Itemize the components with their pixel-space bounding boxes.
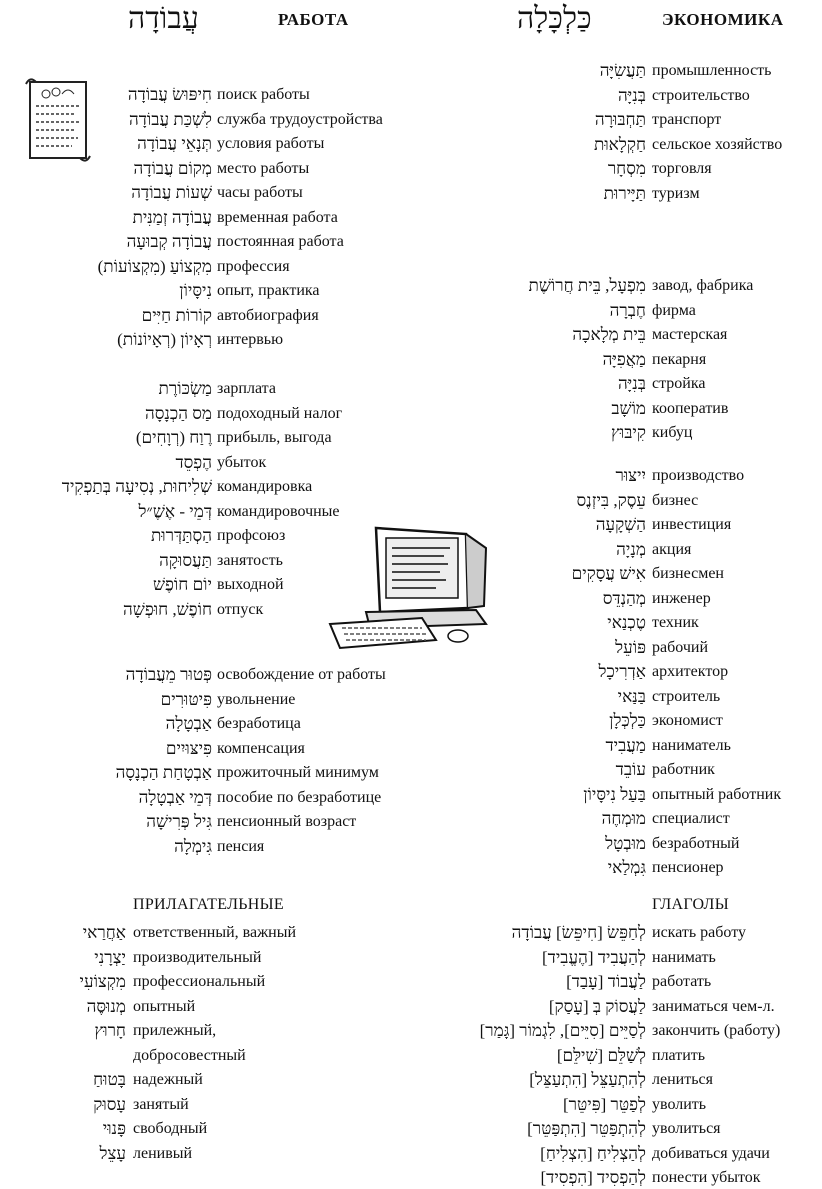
work-term-row	[0, 713, 420, 735]
verb-row-russian: платить	[652, 1046, 706, 1064]
adjective-row-russian: производительный	[133, 948, 262, 966]
work-term-row-russian: командировка	[217, 478, 313, 495]
work-term-row-russian: интервью	[217, 331, 284, 348]
adjective-row	[0, 971, 420, 993]
adjective-row-russian: профессиональный	[133, 973, 266, 990]
economy-term-row-russian: работник	[652, 761, 715, 778]
adjective-row-russian: свободный	[133, 1120, 208, 1137]
economy-term-row-hebrew: תַּחְבּוּרָה	[594, 110, 646, 129]
economy-term-row-russian: бизнес	[652, 491, 699, 509]
verb-row-russian: добиваться удачи	[652, 1144, 770, 1162]
economy-term-row-russian: транспорт	[652, 111, 722, 128]
work-term-row-russian: временная работа	[217, 208, 338, 226]
work-term-row-russian: опыт, практика	[217, 282, 320, 299]
economy-term-row-hebrew: כַּלְכְּלָן	[609, 711, 646, 730]
work-term-row	[0, 158, 420, 180]
economy-term-row-hebrew: מְהַנְדֵּס	[602, 588, 646, 608]
verb-row	[420, 971, 822, 993]
economy-term-row	[420, 784, 822, 806]
work-term-row-hebrew: פְּטוּר מֵעֲבוֹדָה	[125, 665, 212, 684]
economy-term-row-russian: фирма	[652, 301, 696, 319]
work-term-row-hebrew: פִּיטּוּרִים	[160, 689, 212, 709]
economy-term-row-hebrew: בְּנִיָּה	[618, 374, 646, 393]
adjective-row	[0, 1020, 420, 1042]
work-term-row-hebrew: עֲבוֹדָה קְבוּעָה	[126, 232, 212, 251]
economy-term-row-russian: бизнесмен	[652, 565, 724, 582]
verb-row-russian: лениться	[652, 1071, 713, 1088]
adjective-row-hebrew: עָצֵל	[99, 1143, 126, 1163]
adjective-row-russian: добросовестный	[133, 1046, 246, 1064]
work-term-row-hebrew: חִיפּוּשׂ עֲבוֹדָה	[127, 85, 212, 104]
verb-row-russian: уволиться	[652, 1120, 721, 1137]
work-term-row	[0, 525, 420, 547]
adjective-row	[0, 1069, 420, 1091]
adjective-row-russian: прилежный,	[133, 1022, 217, 1039]
adjective-row-hebrew: מִקְצוֹעִי	[79, 972, 126, 991]
work-term-row	[0, 378, 420, 400]
work-term-row-hebrew: דְּמֵי - אֶשֶׁ״ל	[138, 501, 212, 521]
work-term-row	[0, 256, 420, 278]
work-term-row-russian: условия работы	[217, 135, 325, 152]
economy-term-row-hebrew: מַעֲבִיד	[605, 735, 646, 755]
verb-row-russian: нанимать	[652, 948, 716, 966]
adjective-row-hebrew: בָּטוּחַ	[93, 1070, 126, 1089]
verb-row	[420, 922, 822, 944]
economy-term-row-hebrew: יִיצּוּר	[615, 466, 646, 485]
work-term-row-russian: постоянная работа	[217, 233, 344, 250]
adjective-row-hebrew: פָּנוּי	[102, 1119, 126, 1138]
economy-term-row	[420, 490, 822, 512]
economy-term-row-russian: строительство	[652, 86, 750, 104]
economy-term-row	[420, 158, 822, 180]
economy-term-row	[420, 637, 822, 659]
economy-title-russian: ЭКОНОМИКА	[662, 10, 784, 29]
economy-term-row-russian: безработный	[652, 834, 740, 852]
economy-term-row	[420, 735, 822, 757]
economy-term-row	[420, 686, 822, 708]
economy-term-row-hebrew: מוּמְחֶה	[601, 809, 646, 828]
verb-row-hebrew: לַעֲסוֹק בְּ [עָסַק]	[548, 996, 646, 1016]
economy-term-row	[420, 349, 822, 371]
economy-term-row-hebrew: טֶכְנַאי	[607, 613, 646, 632]
economy-term-row-russian: стройка	[652, 375, 706, 392]
work-term-row	[0, 182, 420, 204]
verb-row-hebrew: לְשַׁלֵּם [שִׁילֵּם]	[556, 1045, 646, 1065]
work-term-row	[0, 403, 420, 425]
work-term-row-russian: поиск работы	[217, 86, 310, 103]
economy-term-row-hebrew: גִּמְלַאי	[607, 858, 646, 877]
adjective-row	[0, 922, 420, 944]
work-term-row-russian: освобождение от работы	[217, 666, 386, 683]
work-term-row	[0, 427, 420, 449]
verb-row	[420, 1094, 822, 1116]
economy-term-row-hebrew: מִפְעָל, בֵּית חֲרוֹשֶׁת	[528, 276, 646, 295]
economy-term-row-russian: архитектор	[652, 663, 729, 680]
adjective-row	[0, 996, 420, 1018]
economy-term-row-hebrew: חֶבְרָה	[609, 300, 646, 320]
work-term-row	[0, 305, 420, 327]
economy-term-row	[420, 661, 822, 683]
work-term-row-hebrew: תְּנָאֵי עֲבוֹדָה	[137, 134, 212, 153]
work-term-row-russian: профессия	[217, 257, 290, 275]
economy-term-row-russian: производство	[652, 467, 745, 484]
economy-term-row-russian: специалист	[652, 810, 730, 827]
work-term-row	[0, 452, 420, 474]
work-term-row	[0, 689, 420, 711]
verb-row-hebrew: לְהַפְסִיד [הִפְסִיד]	[540, 1168, 646, 1187]
adjective-row-hebrew: חָרוּץ	[94, 1021, 126, 1040]
work-term-row-hebrew: קוֹרוֹת חַיִּים	[141, 305, 212, 325]
verb-row-russian: понести убыток	[652, 1169, 761, 1186]
verb-row-russian: работать	[652, 973, 712, 990]
economy-term-row-hebrew: עֵסֶק, בִּיזְנֶס	[576, 490, 646, 510]
adjective-row	[0, 1094, 420, 1116]
economy-term-row-hebrew: אִישׁ עֲסָקִים	[571, 564, 646, 583]
economy-term-row	[420, 60, 822, 82]
economy-term-row-hebrew: בַּנַּאי	[617, 686, 646, 706]
work-term-row-hebrew: רֶוַח (רְוָחִים)	[135, 428, 212, 447]
economy-term-row-russian: рабочий	[652, 638, 708, 656]
economy-term-row-russian: акция	[652, 540, 692, 558]
work-term-row	[0, 84, 420, 106]
verb-row-hebrew: לְהַעֲבִיד [הֶעֱבִיד]	[542, 947, 646, 967]
economy-term-row-russian: мастерская	[652, 326, 728, 343]
economy-term-row-hebrew: אַדְרִיכָל	[598, 662, 646, 681]
economy-term-row-hebrew: פּוֹעֵל	[615, 637, 646, 657]
work-term-row	[0, 762, 420, 784]
work-term-row-russian: компенсация	[217, 739, 305, 757]
work-term-row	[0, 501, 420, 523]
work-term-row-russian: зарплата	[217, 380, 276, 397]
economy-term-row-russian: наниматель	[652, 736, 731, 754]
economy-term-row-russian: промышленность	[652, 62, 772, 79]
economy-term-row	[420, 275, 822, 297]
work-term-row-hebrew: גִּימְלָה	[174, 836, 212, 856]
economy-term-row	[420, 134, 822, 156]
economy-term-row	[420, 710, 822, 732]
adjective-row-russian: занятый	[133, 1095, 189, 1113]
adjective-row	[0, 1045, 420, 1067]
economy-term-row-hebrew: מוֹשָׁב	[611, 398, 646, 418]
verb-row-hebrew: לַעֲבוֹד [עָבַד]	[566, 972, 646, 991]
work-term-row-russian: отпуск	[217, 600, 264, 618]
work-term-row	[0, 599, 420, 621]
work-term-row-russian: безработица	[217, 715, 301, 732]
work-term-row-russian: часы работы	[217, 184, 303, 201]
economy-term-row-russian: инженер	[652, 589, 711, 607]
work-title-russian: РАБОТА	[278, 10, 349, 29]
work-term-row-hebrew: לִשְׁכַּת עֲבוֹדָה	[128, 109, 212, 129]
verb-row-hebrew: לְסַיֵּים [סִיֵּים], לִגְמוֹר [גָּמַר]	[479, 1021, 646, 1040]
economy-term-row-hebrew: תַּעֲשִׂיָּה	[599, 61, 646, 80]
economy-term-row	[420, 465, 822, 487]
work-term-row	[0, 836, 420, 858]
economy-term-row-hebrew: מִסְחָר	[607, 159, 646, 178]
economy-term-row	[420, 183, 822, 205]
economy-term-row-russian: техник	[652, 614, 699, 631]
economy-term-row-hebrew: מַאֲפִיָּה	[602, 349, 646, 369]
verb-row	[420, 996, 822, 1018]
economy-term-row-hebrew: תַּיָּירוּת	[603, 183, 646, 203]
work-term-row-hebrew: חוֹפֶשׁ, חוּפְשָׁה	[123, 599, 212, 619]
adjective-row-hebrew: עָסוּק	[93, 1094, 126, 1114]
work-term-row-russian: прожиточный минимум	[217, 764, 379, 781]
work-term-row-russian: служба трудоустройства	[217, 110, 383, 128]
economy-term-row-hebrew: מְנָיָה	[616, 539, 646, 559]
work-term-row-russian: убыток	[217, 453, 267, 471]
economy-term-row-russian: завод, фабрика	[652, 277, 754, 294]
economy-term-row-russian: инвестиция	[652, 516, 732, 533]
economy-term-row-hebrew: בֵּית מְלָאכָה	[572, 325, 646, 344]
adjective-row	[0, 947, 420, 969]
work-term-row-russian: прибыль, выгода	[217, 429, 332, 446]
economy-term-row-russian: опытный работник	[652, 785, 782, 803]
verb-row	[420, 1020, 822, 1042]
economy-term-row-hebrew: הַשְׁקָעָה	[595, 515, 646, 534]
economy-term-row	[420, 833, 822, 855]
verb-row	[420, 1167, 822, 1189]
work-term-row	[0, 476, 420, 498]
economy-term-row	[420, 514, 822, 536]
verb-row-hebrew: לְחַפֵּשׂ [חִיפֵּשׂ] עֲבוֹדָה	[511, 923, 646, 942]
work-term-row	[0, 664, 420, 686]
verb-row-hebrew: לְהִתְעַצֵּל [הִתְעַצֵּל]	[529, 1070, 646, 1089]
economy-term-row	[420, 759, 822, 781]
work-term-row-russian: пенсия	[217, 837, 265, 855]
verb-row	[420, 1118, 822, 1140]
economy-term-row	[420, 857, 822, 879]
work-term-row-hebrew: נִיסָּיוֹן	[179, 281, 212, 300]
economy-term-row	[420, 588, 822, 610]
work-term-row	[0, 550, 420, 572]
adjective-row	[0, 1118, 420, 1140]
adjective-row-russian: ответственный, важный	[133, 924, 296, 941]
work-term-row-hebrew: גִּיל פְּרִישָׁה	[146, 812, 212, 831]
economy-term-row	[420, 612, 822, 634]
economy-term-row	[420, 422, 822, 444]
work-term-row-hebrew: תַּעֲסוּקָה	[159, 550, 212, 570]
work-term-row-russian: командировочные	[217, 502, 340, 520]
economy-term-row	[420, 373, 822, 395]
work-term-row	[0, 133, 420, 155]
economy-term-row-hebrew: מוּבְטָל	[605, 833, 646, 853]
work-term-row-hebrew: דְּמֵי אַבְטָלָה	[138, 787, 212, 807]
work-term-row-hebrew: פִּיצּוּיִים	[165, 738, 212, 758]
verb-row-hebrew: לְהַצְלִיחַ [הִצְלִיחַ]	[540, 1143, 646, 1163]
economy-term-row	[420, 539, 822, 561]
verb-row-russian: заниматься чем-л.	[652, 997, 775, 1015]
work-term-row-hebrew: הֶפְסֵד	[175, 452, 212, 472]
work-term-row-hebrew: עֲבוֹדָה זְמַנִּית	[132, 207, 212, 227]
economy-term-row	[420, 85, 822, 107]
work-term-row	[0, 207, 420, 229]
economy-term-row-russian: туризм	[652, 184, 700, 202]
verb-row-russian: закончить (работу)	[652, 1022, 781, 1039]
work-term-row-russian: выходной	[217, 576, 284, 593]
work-term-row	[0, 738, 420, 760]
work-term-row-russian: автобиография	[217, 306, 319, 324]
economy-term-row	[420, 324, 822, 346]
work-term-row-russian: занятость	[217, 551, 283, 569]
adjective-row-hebrew: אַחֲרַאי	[82, 923, 126, 942]
work-term-row-russian: пособие по безработице	[217, 788, 382, 806]
economy-term-row-hebrew: בְּנִיָּה	[618, 85, 646, 105]
economy-term-row	[420, 398, 822, 420]
economy-term-row-russian: торговля	[652, 160, 712, 177]
economy-term-row-russian: экономист	[652, 712, 723, 729]
economy-term-row-russian: сельское хозяйство	[652, 135, 783, 153]
work-term-row	[0, 787, 420, 809]
work-term-row-russian: место работы	[217, 159, 310, 177]
economy-term-row-hebrew: חַקְלָאוּת	[593, 134, 646, 154]
work-term-row	[0, 574, 420, 596]
economy-term-row-hebrew: קִיבּוּץ	[611, 423, 646, 442]
adjective-row-russian: опытный	[133, 997, 196, 1015]
verb-row	[420, 1045, 822, 1067]
work-term-row-hebrew: מְקוֹם עֲבוֹדָה	[133, 158, 212, 178]
work-term-row	[0, 231, 420, 253]
adjective-row-russian: надежный	[133, 1071, 203, 1088]
work-term-row	[0, 329, 420, 351]
work-term-row-russian: профсоюз	[217, 527, 286, 544]
adjectives-heading: ПРИЛАГАТЕЛЬНЫЕ	[133, 896, 284, 913]
verb-row-russian: искать работу	[652, 924, 746, 941]
economy-term-row-russian: пекарня	[652, 350, 707, 368]
adjective-row-russian: ленивый	[133, 1144, 193, 1162]
work-title-hebrew: עֲבוֹדָה	[128, 2, 199, 35]
work-term-row-russian: увольнение	[217, 690, 296, 708]
verb-row-hebrew: לְהִתְפַּטֵּר [הִתְפַּטֵּר]	[527, 1119, 646, 1138]
economy-term-row-hebrew: בַּעַל נִיסָּיוֹן	[583, 784, 646, 804]
economy-term-row	[420, 300, 822, 322]
work-term-row-russian: подоходный налог	[217, 404, 343, 422]
verb-row	[420, 1143, 822, 1165]
verb-row	[420, 947, 822, 969]
adjective-row-hebrew: יַצְרָנִי	[94, 947, 126, 967]
economy-title-hebrew: כַּלְכָּלָה	[517, 2, 592, 35]
economy-term-row-russian: строитель	[652, 687, 721, 705]
work-term-row	[0, 811, 420, 833]
verb-row-russian: уволить	[652, 1095, 707, 1113]
economy-term-row	[420, 808, 822, 830]
verb-row-hebrew: לְפַטֵּר [פִּיטֵּר]	[562, 1094, 646, 1114]
work-term-row-hebrew: רְאָיוֹן (רְאָיוֹנוֹת)	[117, 330, 212, 349]
work-term-row-russian: пенсионный возраст	[217, 813, 357, 830]
work-term-row-hebrew: אַבְטָחַת הַכְנָסָה	[115, 763, 212, 782]
economy-term-row-russian: кооператив	[652, 399, 729, 417]
economy-term-row-russian: пенсионер	[652, 859, 724, 876]
work-term-row	[0, 280, 420, 302]
work-term-row-hebrew: מַס הַכְנָסָה	[144, 403, 212, 423]
work-term-row	[0, 109, 420, 131]
adjective-row	[0, 1143, 420, 1165]
work-term-row-hebrew: יוֹם חוֹפֶשׁ	[152, 575, 212, 594]
economy-term-row	[420, 563, 822, 585]
verbs-heading: ГЛАГОЛЫ	[652, 896, 729, 913]
work-term-row-hebrew: שְׁעוֹת עֲבוֹדָה	[131, 183, 212, 202]
work-term-row-hebrew: אַבְטָלָה	[165, 714, 212, 733]
economy-term-row	[420, 109, 822, 131]
verb-row	[420, 1069, 822, 1091]
economy-term-row-russian: кибуц	[652, 424, 693, 441]
work-term-row-hebrew: הַסְתַּדְּרוּת	[150, 526, 212, 545]
economy-term-row-hebrew: עוֹבֵד	[615, 760, 646, 779]
work-term-row-hebrew: שְׁלִיחוּת, נְסִיעָה בְּתַפְקִיד	[61, 477, 212, 496]
work-term-row-hebrew: מַשְׂכּוֹרֶת	[158, 379, 212, 398]
adjective-row-hebrew: מְנוּסֶּה	[86, 996, 126, 1016]
work-term-row-hebrew: מִקְצוֹעַ (מִקְצוֹעוֹת)	[97, 256, 212, 276]
